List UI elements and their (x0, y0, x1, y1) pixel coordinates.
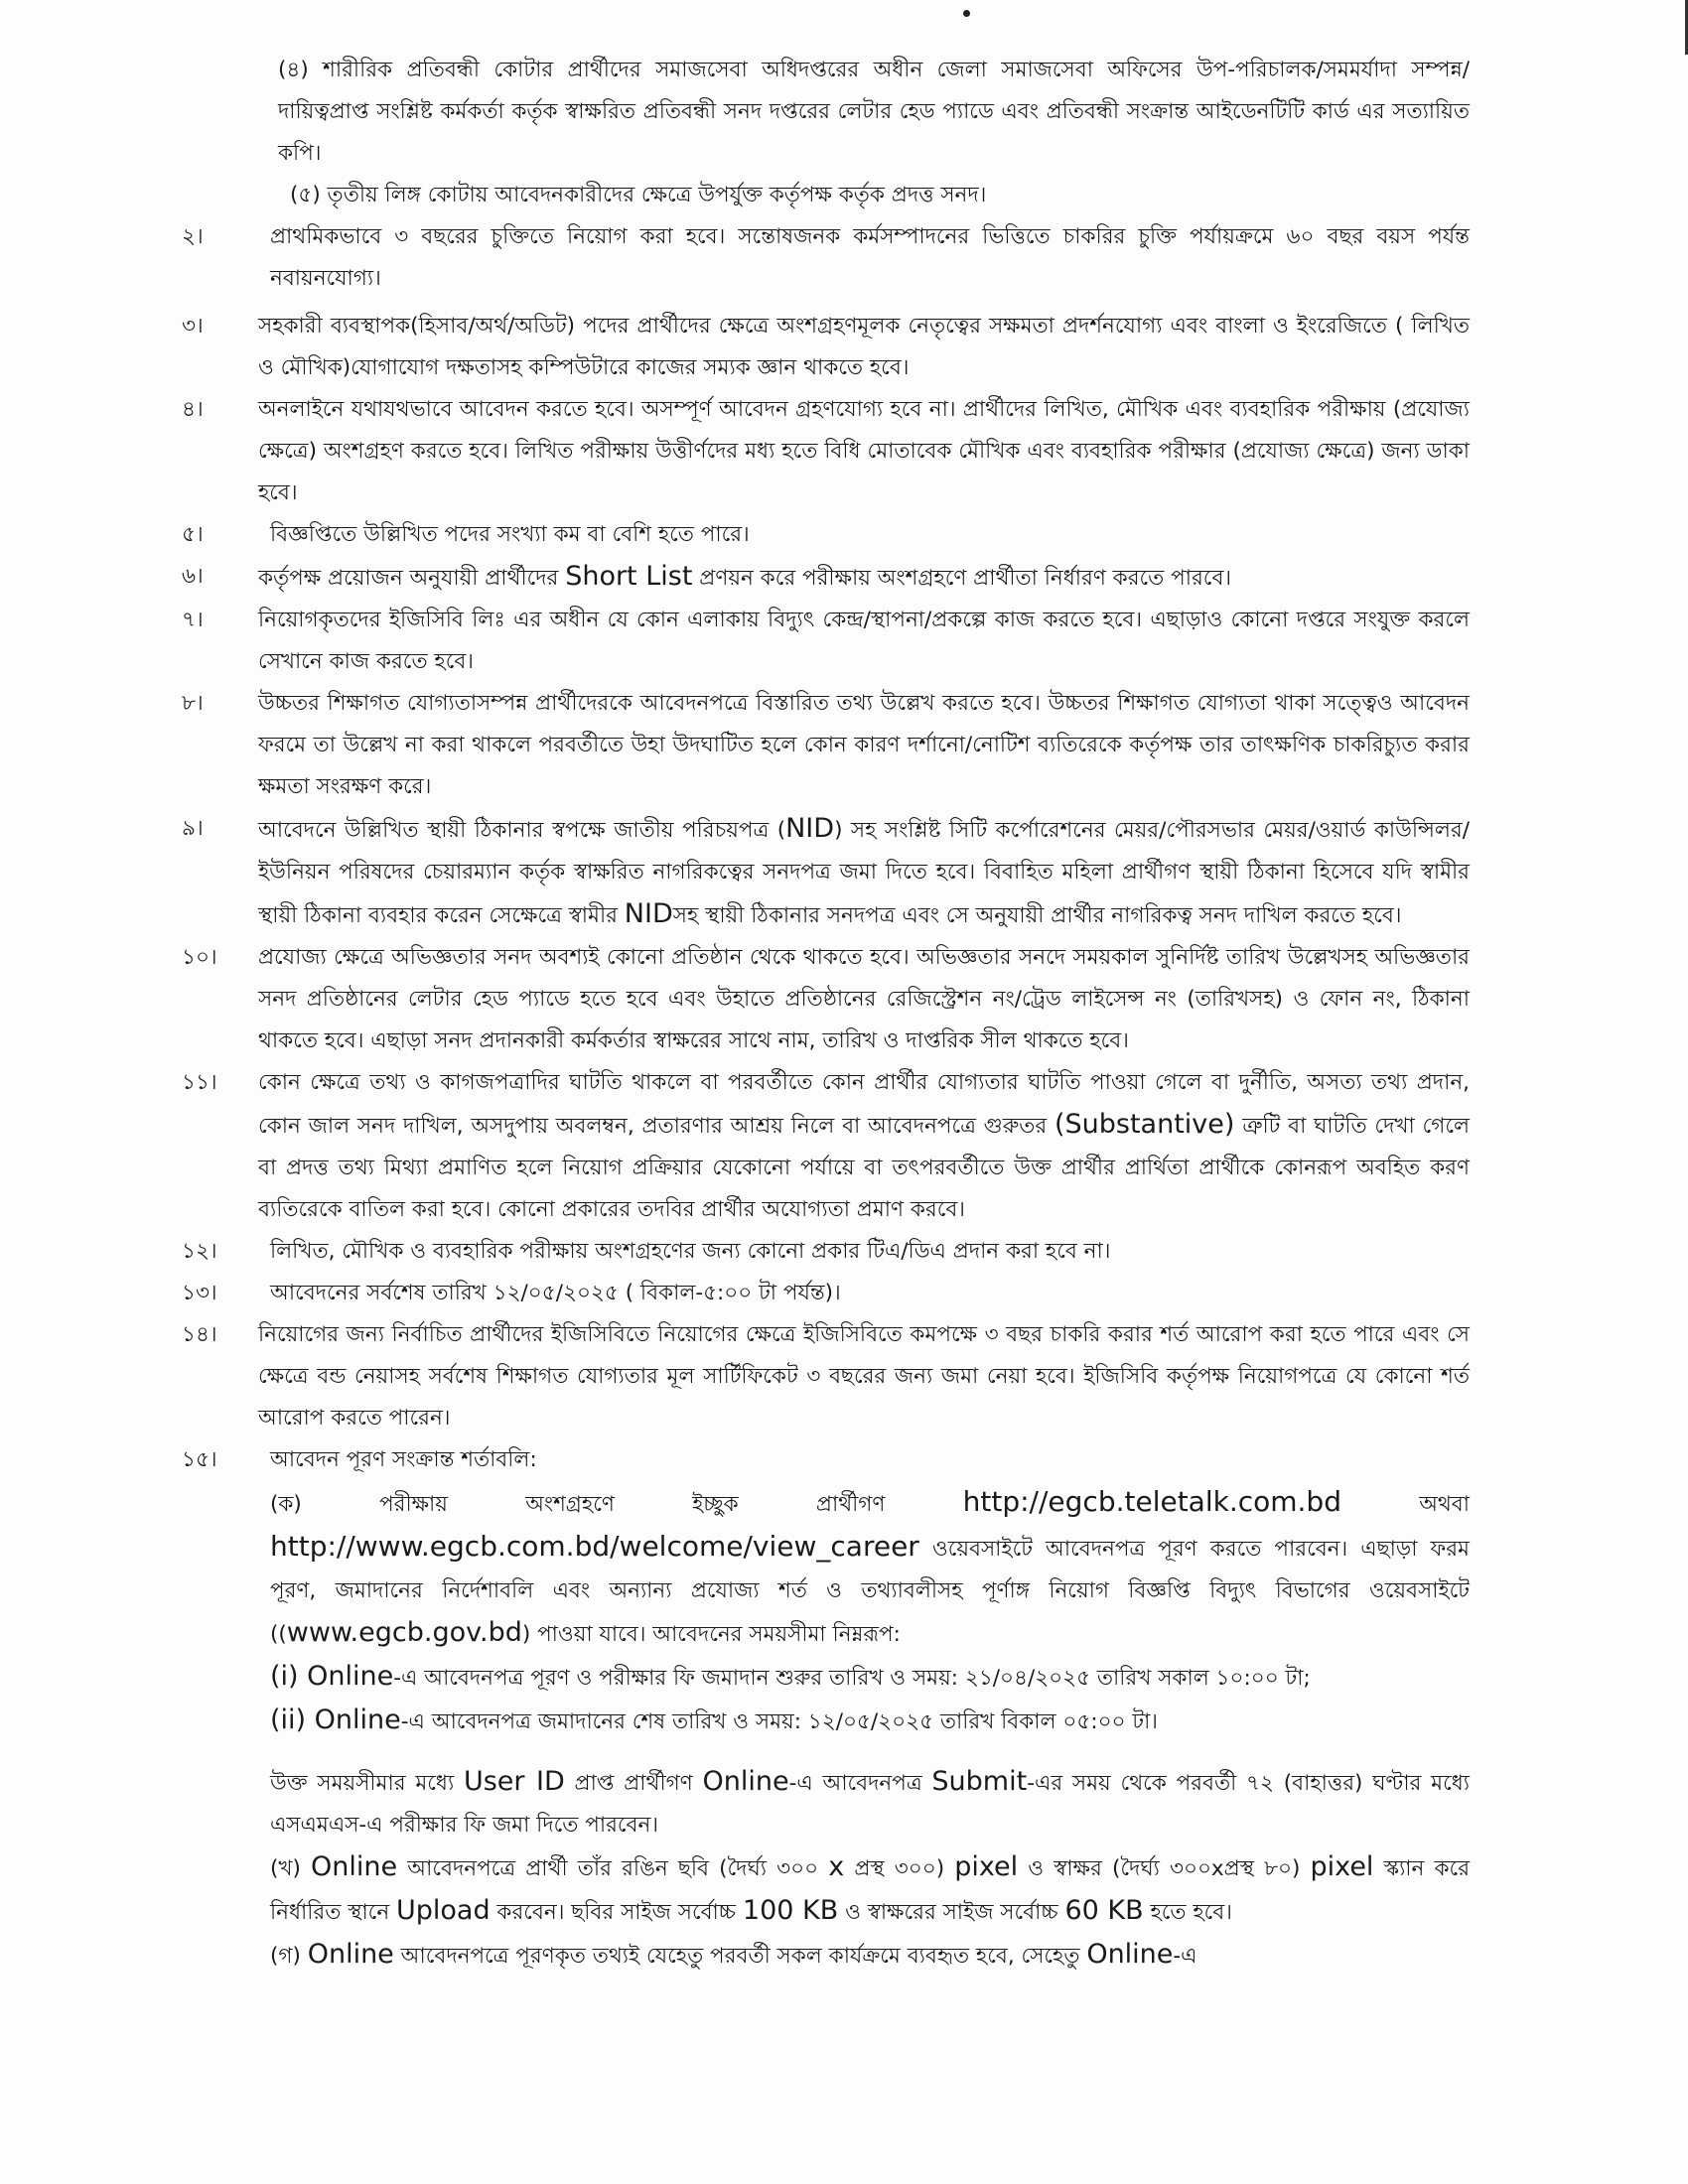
item-number: ১১। (182, 1070, 217, 1095)
item-text: আবেদনের সর্বশেষ তারিখ ১২/০৫/২০২৫ ( বিকাল-৫:০০ টা পর্যন্ত)। (270, 1281, 841, 1305)
item-text-part: সহ স্থায়ী ঠিকানার সনদপত্র এবং সে অনুযায়ী প্রার্থীর নাগরিকত্ব সনদ দাখিল করতে হবে। (672, 903, 1402, 928)
clause-text: প্রাপ্ত প্রার্থীগণ (564, 1771, 703, 1796)
online-term: Online (702, 1766, 789, 1797)
list-item-6 (179, 556, 1470, 600)
clause-text: -এ (1173, 1944, 1197, 1969)
item-text-part: ত্রুটি বা ঘাটতি দেখা গেলে বা প্রদত্ত তথ্য মিথ্যা প্রমাণিত হলে নিয়োগ প্রক্রিয়ার যেকোনো পর্যায়ে বা তৎপরবর্তীতে উক্ত প্রার্থীর প্রার্থিতা প্রার্থীকে কোনরূপ অবহিত করণ ব্যতিরেকে বাতিল করা হবে। কোনো প্রকারের তদবির প্রার্থীর অযোগ্যতা প্রমাণ করবে। (258, 1114, 1470, 1222)
nid-term: NID (785, 813, 835, 844)
item-text: উচ্চতর শিক্ষাগত যোগ্যতাসম্পন্ন প্রার্থীদেরকে আবেদনপত্রে বিস্তারিত তথ্য উল্লেখ করতে হবে। উচ্চতর শিক্ষাগত যোগ্যতা থাকা সত্ত্বেও আবেদন ফরমে তা উল্লেখ না করা থাকলে পরবর্তীতে উহা উদঘাটিত হলে কোন কারণ দর্শানো/নোটিশ ব্যতিরেকে কর্তৃপক্ষ তার তাৎক্ষণিক চাকরিচ্যুত করার ক্ষমতা সংরক্ষণ করে। (258, 691, 1470, 799)
list-item-11 (179, 1062, 1470, 1231)
item-text-part: আবেদনে উল্লিখিত স্থায়ী ঠিকানার স্বপক্ষে জাতীয় পরিচয়পত্র ( (258, 818, 786, 843)
clause-text: আবেদনপত্রে পূরণকৃত তথ্যই যেহেতু পরবর্তী সকল কার্যক্রমে ব্যবহৃত হবে, সেহেতু (393, 1944, 1087, 1969)
list-item-15 (179, 1439, 1470, 1978)
item-text (258, 1439, 1470, 1978)
clause-text: প্রস্থ ৩০০) (844, 1856, 955, 1881)
times-term: x (828, 1851, 845, 1882)
item-number: ১০। (182, 945, 217, 970)
list-item-12 (179, 1231, 1470, 1273)
item-text: সহকারী ব্যবস্থাপক(হিসাব/অর্থ/অডিট) পদের প্রার্থীদের ক্ষেত্রে অংশগ্রহণমূলক নেতৃত্বের সক্ষমতা প্রদর্শনযোগ্য এবং বাংলা ও ইংরেজিতে ( লিখিত ও মৌখিক)যোগাযোগ দক্ষতাসহ কম্পিউটারে কাজের সম্যক জ্ঞান থাকতে হবে। (258, 314, 1470, 380)
item-number: ১৩। (182, 1281, 217, 1305)
item-number: ৫। (182, 522, 204, 547)
clause-text: ) পাওয়া যাবে। আবেদনের সময়সীমা নিম্নরূপ: (521, 1622, 901, 1647)
pixel-term: pixel (954, 1851, 1019, 1882)
item-text (258, 1062, 1470, 1231)
item-text-part: ) সহ সংশ্লিষ্ট সিটি কর্পোরেশনের মেয়র/পৌরসভার মেয়র/ওয়ার্ড কাউন্সিলর/ইউনিয়ন পরিষদের চেয়ারম্যান কর্তৃক স্বাক্ষরিত নাগরিকত্বের সনদপত্র জমা দিতে হবে। বিবাহিত মহিলা প্রার্থীগণ স্থায়ী ঠিকানা হিসেবে যদি স্বামীর স্থায়ী ঠিকানা ব্যবহার করেন সেক্ষেত্রে স্বামীর (258, 818, 1471, 928)
nid-term: NID (624, 898, 673, 929)
item-number: ৮। (182, 691, 204, 716)
item-text: বিজ্ঞপ্তিতে উল্লিখিত পদের সংখ্যা কম বা বেশি হতে পারে। (270, 522, 750, 547)
item-number: ৬। (182, 564, 204, 589)
item-15-heading: আবেদন পূরণ সংক্রান্ত শর্তাবলি: (270, 1447, 537, 1472)
paragraph-5: (৫) তৃতীয় লিঙ্গ কোটায় আবেদনকারীদের ক্ষেত্রে উপর্যুক্ত কর্তৃপক্ষ কর্তৃক প্রদত্ত সনদ। (290, 183, 987, 207)
online-term: Online (307, 1939, 394, 1970)
egcb-gov-link[interactable]: www.egcb.gov.bd (286, 1617, 522, 1648)
photo-size-limit: 100 KB (742, 1895, 839, 1926)
clause-text: আবেদনপত্রে প্রার্থী তাঁর রঙিন ছবি (দৈর্ঘ্য ৩০০ (397, 1856, 829, 1881)
item-number: ৯। (182, 816, 204, 841)
item-text: নিয়োগকৃতদের ইজিসিবি লিঃ এর অধীন যে কোন এলাকায় বিদ্যুৎ কেন্দ্র/স্থাপনা/প্রকল্পে কাজ করতে হবে। এছাড়াও কোনো দপ্তরে সংযুক্ত করলে সেখানে কাজ করতে হবে। (258, 608, 1470, 674)
document-body (179, 50, 1470, 1978)
clause-text: (খ) (270, 1856, 312, 1881)
user-id-term: User ID (463, 1766, 565, 1797)
scan-mark (963, 10, 970, 17)
clause-kha (270, 1846, 1470, 1934)
clause-text: -এর সময় থেকে পরবর্তী ৭২ (বাহাত্তর) ঘণ্টার মধ্যে এসএমএস-এ পরীক্ষার ফি জমা দিতে পারবেন। (270, 1771, 1471, 1838)
list-item-14 (179, 1314, 1470, 1439)
teletalk-link[interactable]: http://egcb.teletalk.com.bd (962, 1485, 1341, 1518)
clause-text: ও স্বাক্ষরের সাইজ সর্বোচ্চ (838, 1900, 1065, 1925)
online-term: Online (311, 1851, 398, 1882)
item-number: ৩। (182, 314, 204, 339)
fee-note (270, 1761, 1470, 1846)
clause-ga (270, 1934, 1470, 1978)
list-item-5 (179, 514, 1470, 556)
list-item-9 (179, 808, 1470, 937)
item-text-part: প্রণয়ন করে পরীক্ষায় অংশগ্রহণে প্রার্থীতা নির্ধারণ করতে পারবে। (692, 566, 1232, 591)
item-number: ১২। (182, 1239, 217, 1264)
list-item-13 (179, 1273, 1470, 1314)
list-item-2 (179, 216, 1470, 300)
item-text: নিয়োগের জন্য নির্বাচিত প্রার্থীদের ইজিসিবিতে নিয়োগের ক্ষেত্রে ইজিসিবিতে কমপক্ষে ৩ বছর চাকরি করার শর্ত আরোপ করা হতে পারে এবং সে ক্ষেত্রে বন্ড নেয়াসহ সর্বশেষ শিক্ষাগত যোগ্যতার মূল সার্টিফিকেট ৩ বছরের জন্য জমা নেয়া হবে। ইজিসিবি কর্তৃপক্ষ নিয়োগপত্রে যে কোনো শর্ত আরোপ করতে পারেন। (258, 1322, 1470, 1431)
clause-text: -এ আবেদনপত্র পূরণ ও পরীক্ষার ফি জমাদান শুরুর তারিখ ও সময়: ২১/০৪/২০২৫ তারিখ সকাল ১০:০০ টা; (393, 1666, 1311, 1691)
item-number: ৪। (182, 397, 204, 422)
submit-term: Submit (931, 1766, 1028, 1797)
deadline-end (270, 1700, 1470, 1743)
online-term: Online (1086, 1939, 1174, 1970)
signature-size-limit: 60 KB (1064, 1895, 1144, 1926)
clause-text: (ক) পরীক্ষায় অংশগ্রহণে ইচ্ছুক প্রার্থীগণ (270, 1492, 963, 1517)
short-list-term: Short List (565, 561, 693, 592)
pixel-term: pixel (1310, 1851, 1374, 1882)
clause-text: ওয়েবসাইটে আবেদনপত্র পূরণ করতে পারবেন। এছাড়া ফরম পূরণ, জমাদানের নির্দেশাবলি এবং অন্যান্য প্রযোজ্য শর্ত ও তথ্যাবলীসহ পূর্ণাঙ্গ নিয়োগ বিজ্ঞপ্তি বিদ্যুৎ বিভাগের ওয়েবসাইটে (( (270, 1537, 1470, 1647)
list-item-8 (179, 683, 1470, 808)
list-item-3 (179, 306, 1470, 389)
substantive-term: (Substantive) (1054, 1109, 1235, 1140)
item-text-part: কর্তৃপক্ষ প্রয়োজন অনুযায়ী প্রার্থীদের (258, 566, 566, 591)
deadline-start (270, 1656, 1470, 1700)
clause-text: -এ আবেদনপত্র (788, 1771, 932, 1796)
paragraph-4: (৪) শারীরিক প্রতিবন্ধী কোটার প্রার্থীদের সমাজসেবা অধিদপ্তরের অধীন জেলা সমাজসেবা অফিসের উপ-পরিচালক/সমমর্যাদা সম্পন্ন/দায়িত্বপ্রাপ্ত সংশ্লিষ্ট কর্মকর্তা কর্তৃক স্বাক্ষরিত প্রতিবন্ধী সনদ দপ্তরের লেটার হেড প্যাডে এবং প্রতিবন্ধী সংক্রান্ত আইডেনটিটি কার্ড এর সত্যায়িত কপি। (278, 58, 1470, 166)
item-number: ১৫। (182, 1447, 217, 1472)
item-text: প্রাথমিকভাবে ৩ বছরের চুক্তিতে নিয়োগ করা হবে। সন্তোষজনক কর্মসম্পাদনের ভিত্তিতে চাকরির চুক্তি পর্যায়ক্রমে ৬০ বছর বয়স পর্যন্ত নবায়নযোগ্য। (270, 224, 1470, 291)
clause-text: হতে হবে। (1143, 1900, 1232, 1925)
clause-text: (গ) (270, 1944, 308, 1969)
item-text (258, 556, 1470, 600)
list-item-7 (179, 600, 1470, 683)
clause-text: ও স্বাক্ষর (দৈর্ঘ্য ৩০০xপ্রস্থ ৮০) (1018, 1856, 1311, 1881)
clause-text: -এ আবেদনপত্র জমাদানের শেষ তারিখ ও সময়: ১২/০৫/২০২৫ তারিখ বিকাল ০৫:০০ টা। (400, 1709, 1158, 1734)
clause-text: উক্ত সময়সীমার মধ্যে (270, 1771, 464, 1796)
online-label: (i) Online (270, 1661, 394, 1692)
item-text-part: কোন ক্ষেত্রে তথ্য ও কাগজপত্রাদির ঘাটতি থাকলে বা পরবর্তীতে কোন প্রার্থীর যোগ্যতার ঘাটতি পাওয়া গেলে বা দুর্নীতি, অসত্য তথ্য প্রদান, কোন জাল সনদ দাখিল, অসদুপায় অবলম্বন, প্রতারণার আশ্রয় নিলে বা আবেদনপত্রে গুরুতর (258, 1070, 1470, 1139)
online-label: (ii) Online (270, 1705, 401, 1735)
egcb-career-link[interactable]: http://www.egcb.com.bd/welcome/view_career (270, 1530, 919, 1563)
upload-term: Upload (395, 1895, 491, 1926)
item-text: অনলাইনে যথাযথভাবে আবেদন করতে হবে। অসম্পূর্ণ আবেদন গ্রহণযোগ্য হবে না। প্রার্থীদের লিখিত, মৌখিক এবং ব্যবহারিক পরীক্ষায় (প্রযোজ্য ক্ষেত্রে) অংশগ্রহণ করতে হবে। লিখিত পরীক্ষায় উত্তীর্ণদের মধ্য হতে বিধি মোতাবেক মৌখিক এবং ব্যবহারিক পরীক্ষার (প্রযোজ্য ক্ষেত্রে) জন্য ডাকা হবে। (258, 397, 1470, 505)
item-number: ৭। (182, 608, 204, 632)
item-number: ২। (182, 224, 204, 249)
list-item-10 (179, 937, 1470, 1062)
clause-text: স্ক্যান করে নির্ধারিত স্থানে (270, 1856, 1471, 1925)
item-text: লিখিত, মৌখিক ও ব্যবহারিক পরীক্ষায় অংশগ্রহণের জন্য কোনো প্রকার টিএ/ডিএ প্রদান করা হবে না। (270, 1239, 1111, 1264)
list-item-4 (179, 389, 1470, 514)
item-number: ১৪। (182, 1322, 217, 1347)
clause-ka (270, 1481, 1470, 1656)
item-text (258, 808, 1470, 937)
item-text: প্রযোজ্য ক্ষেত্রে অভিজ্ঞতার সনদ অবশ্যই কোনো প্রতিষ্ঠান থেকে থাকতে হবে। অভিজ্ঞতার সনদে সময়কাল সুনির্দিষ্ট তারিখ উল্লেখসহ অভিজ্ঞতার সনদ প্রতিষ্ঠানের লেটার হেড প্যাডে হতে হবে এবং উহাতে প্রতিষ্ঠানের রেজিস্ট্রেশন নং/ট্রেড লাইসেন্স নং (তারিখসহ) ও ফোন নং, ঠিকানা থাকতে হবে। এছাড়া সনদ প্রদানকারী কর্মকর্তার স্বাক্ষরের সাথে নাম, তারিখ ও দাপ্তরিক সীল থাকতে হবে। (258, 945, 1470, 1053)
clause-text: করবেন। ছবির সাইজ সর্বোচ্চ (490, 1900, 743, 1925)
clause-text: অথবা (1340, 1492, 1470, 1517)
